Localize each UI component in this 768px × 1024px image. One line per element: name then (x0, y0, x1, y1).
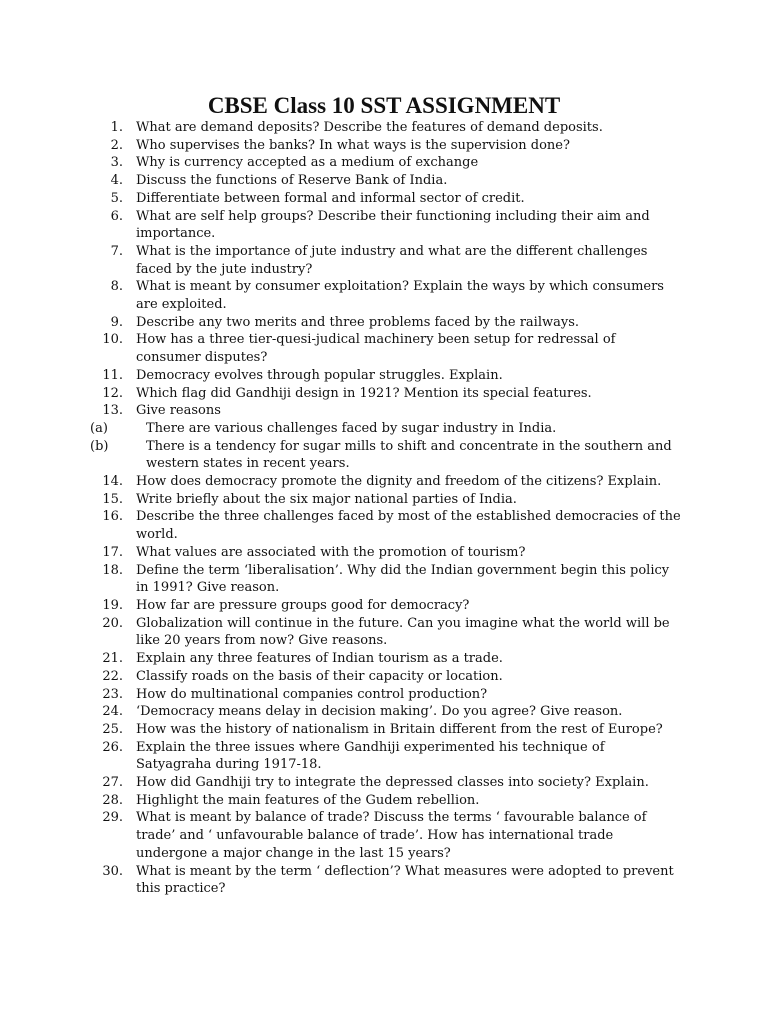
question-number: 17. (102, 544, 123, 560)
question-text: What is the importance of jute industry and what are the different challenges faced by the jute industry? (136, 243, 648, 277)
question-item (0, 703, 768, 721)
question-text: Who supervises the banks? In what ways is the supervision done? (136, 137, 570, 153)
page-title: CBSE Class 10 SST ASSIGNMENT (207, 93, 561, 118)
question-item (0, 208, 768, 243)
question-item (0, 473, 768, 491)
question-item (0, 863, 768, 898)
question-item (0, 544, 768, 562)
question-text: Which flag did Gandhiji design in 1921? Mention its special features. (136, 385, 592, 401)
question-text: Discuss the functions of Reserve Bank of India. (136, 173, 448, 189)
reason-marker: (b) (90, 438, 109, 454)
question-item (0, 402, 768, 420)
question-number: 27. (102, 775, 123, 791)
reason-item (0, 420, 688, 438)
question-text: What values are associated with the promotion of tourism? (136, 544, 526, 560)
question-number: 14. (102, 474, 123, 490)
question-text: How did Gandhiji try to integrate the depressed classes into society? Explain. (136, 775, 649, 791)
question-item (0, 243, 768, 278)
question-item (0, 314, 768, 332)
question-number: 11. (102, 367, 123, 383)
question-item (0, 721, 768, 739)
question-item (0, 172, 768, 190)
question-text: Give reasons (136, 403, 221, 419)
question-item (0, 385, 768, 403)
question-number: 21. (102, 651, 123, 667)
question-item (0, 739, 768, 774)
question-text: Highlight the main features of the Gudem rebellion. (136, 792, 480, 808)
question-number: 28. (102, 792, 123, 808)
question-text: Write briefly about the six major national parties of India. (136, 491, 517, 507)
question-number: 29. (102, 810, 123, 826)
question-text: What is meant by balance of trade? Discuss the terms ‘ favourable balance of trade’ and ‘ unfavourable balance of trade’. How has international trade undergone a major change in the last 15 years? (136, 810, 647, 861)
question-text: Define the term ‘liberalisation’. Why did the Indian government begin this policy in 1991? Give reason. (136, 562, 670, 596)
question-item (0, 367, 768, 385)
question-item (0, 686, 768, 704)
reason-marker: (a) (90, 420, 108, 436)
question-number: 6. (110, 208, 123, 224)
question-item (0, 491, 768, 509)
question-text: Describe any two merits and three problems faced by the railways. (136, 314, 580, 330)
question-text: How has a three tier-quesi-judical machinery been setup for redressal of consumer disputes? (136, 332, 616, 366)
question-number: 22. (102, 668, 123, 684)
question-number: 19. (102, 597, 123, 613)
question-number: 25. (102, 721, 123, 737)
question-item (0, 190, 768, 208)
question-number: 9. (110, 314, 123, 330)
question-number: 2. (110, 137, 123, 153)
question-text: Globalization will continue in the future. Can you imagine what the world will be like 20 years from now? Give reasons. (136, 615, 670, 649)
question-text: ‘Democracy means delay in decision making’. Do you agree? Give reason. (136, 704, 623, 720)
reason-item (0, 438, 688, 473)
question-item (0, 615, 768, 650)
question-number: 30. (102, 863, 123, 879)
question-number: 26. (102, 739, 123, 755)
question-number: 10. (102, 332, 123, 348)
question-text: Explain the three issues where Gandhiji experimented his technique of Satyagraha during 1917-18. (136, 739, 605, 773)
question-item (0, 774, 768, 792)
question-text: Describe the three challenges faced by most of the established democracies of the world. (136, 509, 681, 543)
question-number: 18. (102, 562, 123, 578)
question-text: Why is currency accepted as a medium of exchange (136, 155, 479, 171)
question-number: 1. (110, 120, 123, 135)
question-item (0, 137, 768, 155)
question-number: 8. (110, 279, 123, 295)
question-number: 20. (102, 615, 123, 631)
question-text: What are self help groups? Describe their functioning including their aim and importance. (136, 208, 650, 242)
question-number: 24. (102, 704, 123, 720)
question-text: What is meant by the term ‘ deflection’? What measures were adopted to prevent this practice? (136, 863, 674, 897)
question-number: 7. (110, 243, 123, 259)
question-number: 12. (102, 385, 123, 401)
question-item (0, 597, 768, 615)
question-text: Democracy evolves through popular struggles. Explain. (136, 367, 503, 383)
question-item (0, 562, 768, 597)
question-text: What are demand deposits? Describe the features of demand deposits. (136, 120, 603, 135)
question-text: What is meant by consumer exploitation? Explain the ways by which consumers are exploited. (136, 279, 664, 313)
question-item (0, 278, 768, 313)
question-list (0, 119, 768, 898)
question-item (0, 668, 768, 686)
question-number: 16. (102, 509, 123, 525)
question-number: 4. (110, 173, 123, 189)
reason-text: There is a tendency for sugar mills to shift and concentrate in the southern and western states in recent years. (146, 438, 672, 472)
question-item (0, 809, 768, 862)
question-text: How does democracy promote the dignity and freedom of the citizens? Explain. (136, 474, 662, 490)
question-number: 5. (110, 190, 123, 206)
question-number: 23. (102, 686, 123, 702)
question-text: How do multinational companies control production? (136, 686, 488, 702)
question-text: How was the history of nationalism in Britain different from the rest of Europe? (136, 721, 663, 737)
question-item (0, 154, 768, 172)
question-text: Differentiate between formal and informal sector of credit. (136, 190, 525, 206)
question-item (0, 508, 768, 543)
question-text: Classify roads on the basis of their capacity or location. (136, 668, 503, 684)
question-item (0, 650, 768, 668)
question-item (0, 119, 768, 137)
question-number: 3. (110, 155, 123, 171)
question-number: 15. (102, 491, 123, 507)
question-number: 13. (102, 403, 123, 419)
reason-text: There are various challenges faced by sugar industry in India. (146, 420, 557, 436)
question-text: Explain any three features of Indian tourism as a trade. (136, 651, 503, 667)
question-item (0, 331, 768, 366)
question-item (0, 792, 768, 810)
question-text: How far are pressure groups good for democracy? (136, 597, 470, 613)
